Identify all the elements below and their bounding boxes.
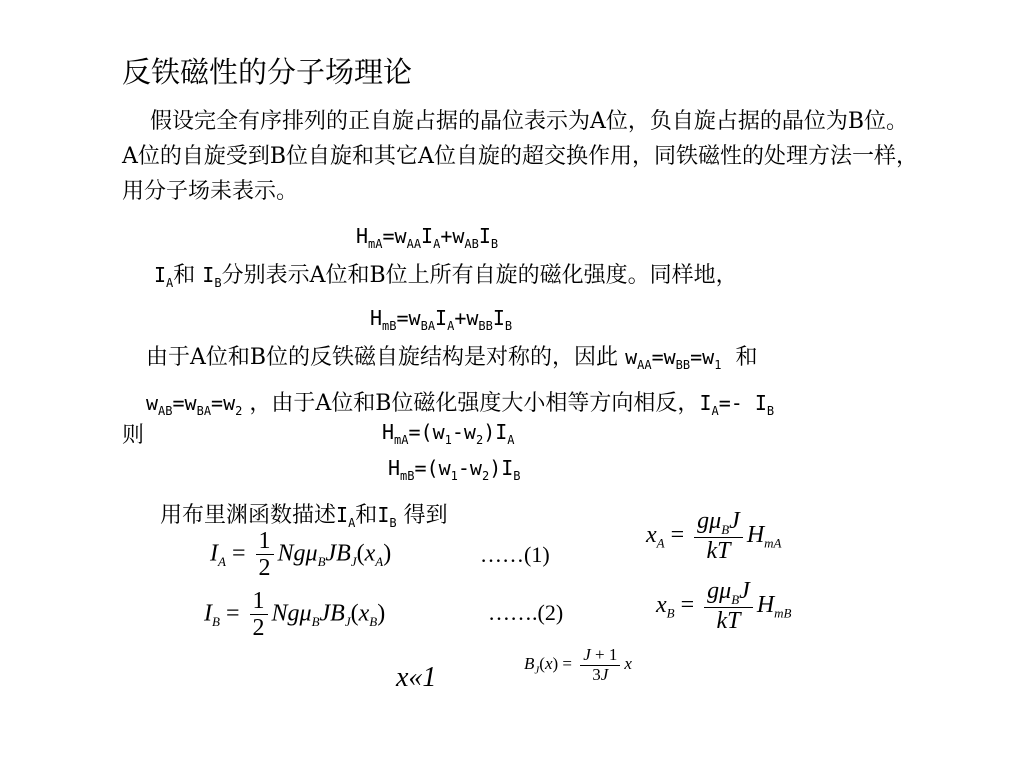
symmetry-text: 由于A位和B位的反铁磁自旋结构是对称的，因此: [146, 345, 619, 370]
then-word: 则: [122, 423, 145, 448]
equation-hmb-reduced: $H_{mB}=(w_1-w_2)I_B$: [388, 456, 521, 483]
equation-brillouin-approximation: $B_J(x)$ = $\frac{J + 1}{3J}$ x: [524, 645, 632, 684]
opposite-magnetization-line: $w_{AB}=w_{BA}=w_2$ ，由于A位和B位磁化强度大小相等方向相反，$I_A=-$ $I_B$: [146, 391, 775, 418]
brillouin-intro-text: 用布里渊函数描述: [160, 503, 337, 528]
equation-hma-reduced: $H_{mA}=(w_1-w_2)I_A$: [382, 420, 515, 447]
equation-hma-definition: $H_{mA}=w_{AA}I_A+w_{AB}I_B$: [356, 224, 499, 251]
slide-title: 反铁磁性的分子场理论: [122, 55, 413, 89]
equation-hmb-definition: $H_{mB}=w_{BA}I_A+w_{BB}I_B$: [370, 306, 513, 333]
obtain-word: 得到: [403, 503, 448, 528]
equation-ib-brillouin: $I_B$ = $\frac{1}{2}$ $Ng\mu_BJB_J(x_B)$: [204, 588, 386, 642]
and-word-2: 和: [735, 345, 758, 370]
equation-xa: $x_A$ = $\frac{g\mu_BJ}{kT}$ $H_{mA}$: [646, 508, 782, 565]
equation-1-label: ……(1): [480, 542, 550, 567]
and-word-3: 和: [355, 503, 378, 528]
opposite-magnetization-text: ，由于A位和B位磁化强度大小相等方向相反，: [249, 391, 700, 416]
symmetry-line: 由于A位和B位的反铁磁自旋结构是对称的，因此 $w_{AA}=w_{BB}=w_1$ 和: [146, 345, 758, 372]
magnetization-description-text: 分别表示A位和B位上所有自旋的磁化强度。同样地，: [221, 263, 738, 288]
magnetization-description-line: $I_A$和 $I_B$分别表示A位和B位上所有自旋的磁化强度。同样地，: [154, 263, 738, 290]
equation-ia-brillouin: $I_A$ = $\frac{1}{2}$ $Ng\mu_BJB_J(x_A)$: [210, 528, 392, 582]
equation-2-label: …….(2): [488, 600, 564, 625]
intro-paragraph: 假设完全有序排列的正自旋占据的晶位表示为A位，负自旋占据的晶位为B位。A位的自旋受到B位自旋和其它A位自旋的超交换作用，同铁磁性的处理方法一样，用分子场耒表示。: [122, 109, 918, 204]
and-word: 和: [173, 263, 196, 288]
small-x-condition: x«1: [396, 662, 437, 693]
equation-xb: $x_B$ = $\frac{g\mu_BJ}{kT}$ $H_{mB}$: [656, 578, 792, 635]
brillouin-intro-line: 用布里渊函数描述$I_A$和$I_B$ 得到: [160, 503, 448, 530]
